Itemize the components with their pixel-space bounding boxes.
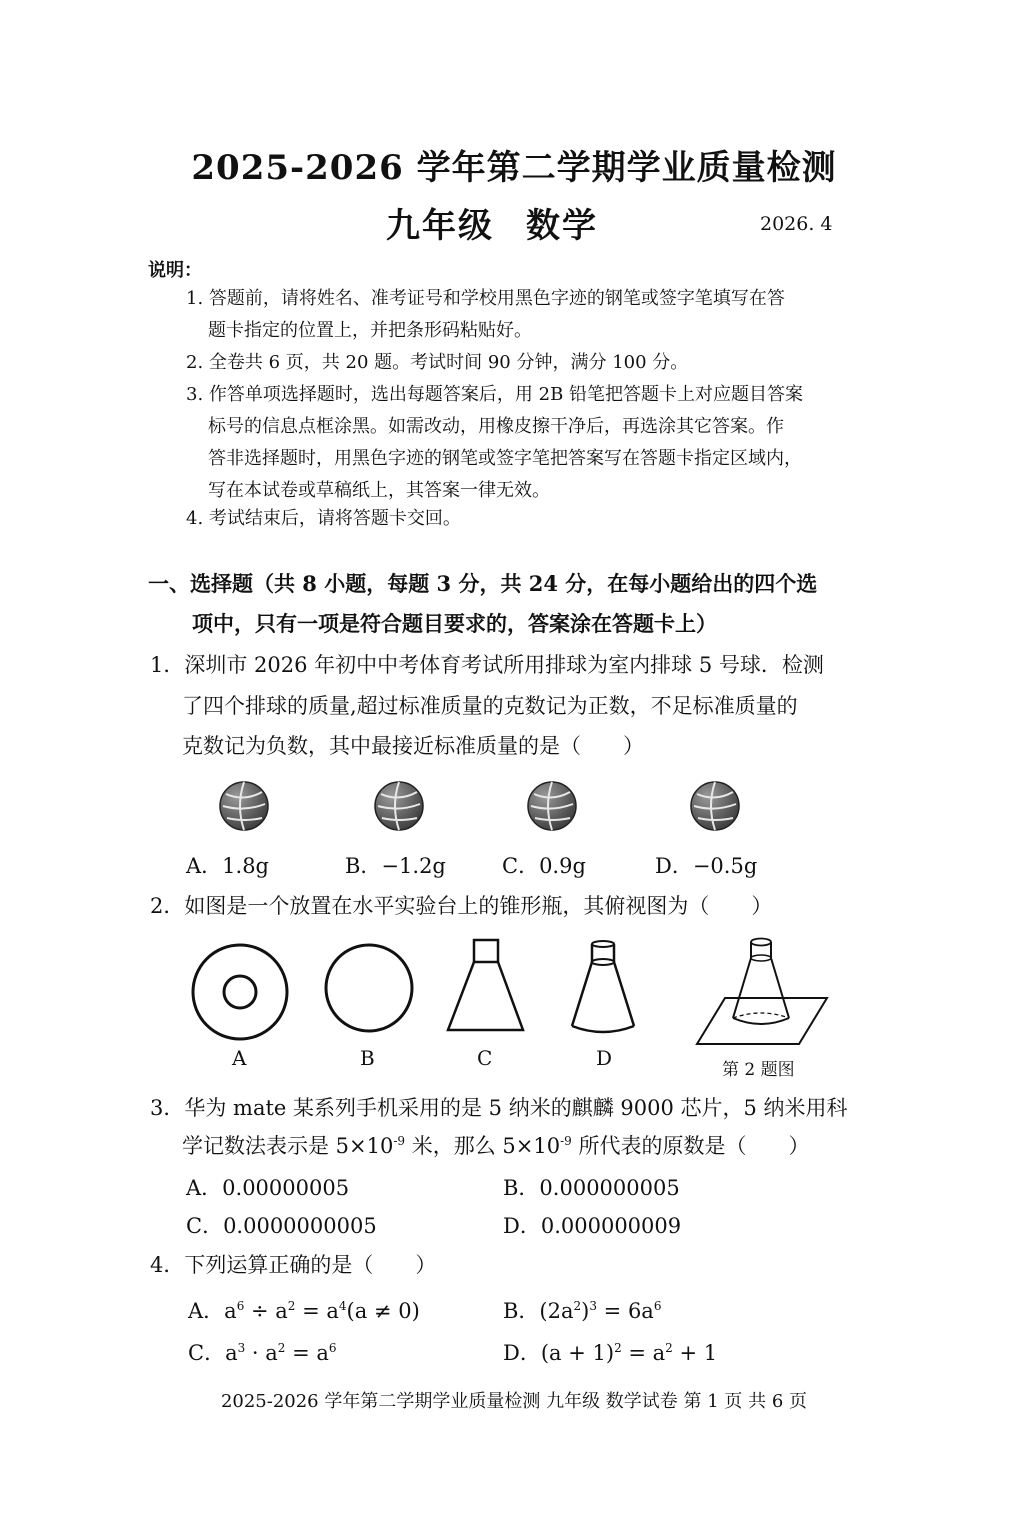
q4-b-part-3: = 6a — [597, 1299, 654, 1323]
q3-option-b: B．0.000000005 — [503, 1176, 680, 1200]
q1-line-1: 1．深圳市 2026 年初中中考体育考试所用排球为室内排球 5 号球．检测 — [150, 653, 824, 677]
q4-c-part-2: · a — [245, 1341, 278, 1365]
q1-line-2: 了四个排球的质量,超过标准质量的克数记为正数，不足标准质量的 — [182, 694, 798, 718]
volleyball-icon — [526, 780, 578, 832]
q4-d-part-3: + 1 — [672, 1341, 718, 1365]
q3-line-2-part-c: 所代表的原数是（ ） — [571, 1134, 810, 1158]
figure-reference-flask-on-table — [695, 934, 831, 1050]
q1-option-b: B．−1.2g — [345, 854, 446, 878]
q4-c-part-1: C．a — [188, 1341, 238, 1365]
q4-b-exp-2: 3 — [589, 1299, 597, 1313]
q1-option-d: D．−0.5g — [655, 854, 758, 878]
exam-date: 2026. 4 — [760, 213, 833, 235]
q4-d-part-1: D．(a + 1) — [503, 1341, 615, 1365]
q4-d-part-2: = a — [621, 1341, 666, 1365]
q4-d-exp-2: 2 — [665, 1341, 673, 1355]
page-footer: 2025-2026 学年第二学期学业质量检测 九年级 数学试卷 第 1 页 共 6 页 — [220, 1391, 808, 1412]
q4-c-part-3: = a — [285, 1341, 329, 1365]
q3-line-1: 3．华为 mate 某系列手机采用的是 5 纳米的麒麟 9000 芯片，5 纳米用科 — [150, 1096, 848, 1120]
notes-label: 说明： — [148, 260, 202, 281]
note-3-line-1: 3. 作答单项选择题时，选出每题答案后，用 2B 铅笔把答题卡上对应题目答案 — [186, 384, 804, 405]
section-1-heading-line-2: 项中，只有一项是符合题目要求的，答案涂在答题卡上） — [192, 611, 717, 636]
q3-line-2 — [182, 1126, 809, 1166]
figure-a-label: A — [232, 1046, 247, 1070]
q3-exponent-1: -9 — [393, 1134, 406, 1148]
q3-option-a: A．0.00000005 — [186, 1176, 350, 1200]
note-3-line-2: 标号的信息点框涂黑。如需改动，用橡皮擦干净后，再选涂其它答案。作 — [208, 416, 784, 437]
figure-d-label: D — [596, 1046, 613, 1070]
q3-line-2-part-a: 学记数法表示是 5×10 — [182, 1134, 394, 1158]
grade-label: 九年级 — [386, 206, 494, 246]
figure-a-ring — [190, 942, 290, 1042]
q4-option-c — [188, 1337, 337, 1367]
q2-line-1: 2．如图是一个放置在水平实验台上的锥形瓶，其俯视图为（ ） — [150, 894, 773, 918]
section-1-heading-line-1: 一、选择题（共 8 小题，每题 3 分，共 24 分，在每小题给出的四个选 — [148, 571, 818, 596]
q4-b-exp-1: 2 — [573, 1299, 582, 1313]
q3-option-c: C．0.0000000005 — [186, 1214, 377, 1238]
q4-d-exp-1: 2 — [614, 1341, 622, 1355]
exam-subtitle — [386, 198, 598, 247]
q1-option-c: C．0.9g — [502, 854, 586, 878]
q4-a-part-4: (a ≠ 0) — [346, 1299, 420, 1323]
figure-b-circle — [323, 942, 415, 1034]
exam-title: 2025-2026 学年第二学期学业质量检测 — [191, 148, 837, 188]
q4-a-part-3: = a — [295, 1299, 339, 1323]
q4-c-exp-3: 6 — [328, 1341, 337, 1355]
figure-c-trapezoid-flask — [445, 938, 527, 1034]
subject-label: 数学 — [526, 206, 598, 246]
q4-b-part-2: ) — [581, 1299, 590, 1323]
note-1-line-1: 1. 答题前，请将姓名、准考证号和学校用黑色字迹的钢笔或签字笔填写在答 — [186, 288, 785, 309]
q4-a-exp-2: 2 — [287, 1299, 296, 1313]
note-2: 2. 全卷共 6 页，共 20 题。考试时间 90 分钟，满分 100 分。 — [186, 352, 689, 373]
note-1-line-2: 题卡指定的位置上，并把条形码粘贴好。 — [208, 320, 532, 341]
note-3-line-4: 写在本试卷或草稿纸上，其答案一律无效。 — [208, 480, 550, 501]
q3-line-2-part-b: 米，那么 5×10 — [405, 1134, 561, 1158]
q4-option-d — [503, 1337, 717, 1367]
q1-line-3: 克数记为负数，其中最接近标准质量的是（ ） — [182, 734, 644, 758]
volleyball-icon — [373, 780, 425, 832]
q4-line-1: 4．下列运算正确的是（ ） — [150, 1253, 437, 1277]
volleyball-icon — [689, 780, 741, 832]
q4-a-part-1: A．a — [188, 1299, 237, 1323]
volleyball-icon — [218, 780, 270, 832]
figure-d-cone-flask — [569, 938, 637, 1036]
q3-exponent-2: -9 — [560, 1134, 572, 1148]
note-4: 4. 考试结束后，请将答题卡交回。 — [186, 508, 461, 529]
q4-c-exp-2: 2 — [277, 1341, 286, 1355]
q1-option-a: A．1.8g — [186, 854, 270, 878]
note-3-line-3: 答非选择题时，用黑色字迹的钢笔或签字笔把答案写在答题卡指定区域内， — [208, 448, 802, 469]
q4-b-part-1: B．(2a — [503, 1299, 574, 1323]
figure-b-label: B — [360, 1046, 375, 1070]
q4-option-a — [188, 1295, 420, 1325]
q4-a-exp-3: 4 — [338, 1299, 347, 1313]
q4-b-exp-3: 6 — [653, 1299, 662, 1313]
q4-c-exp-1: 3 — [237, 1341, 246, 1355]
q3-option-d: D．0.000000009 — [503, 1214, 682, 1238]
q4-a-exp-1: 6 — [236, 1299, 245, 1313]
q4-a-part-2: ÷ a — [244, 1299, 288, 1323]
q4-option-b — [503, 1295, 661, 1325]
figure-caption: 第 2 题图 — [722, 1060, 795, 1080]
figure-c-label: C — [477, 1046, 493, 1070]
